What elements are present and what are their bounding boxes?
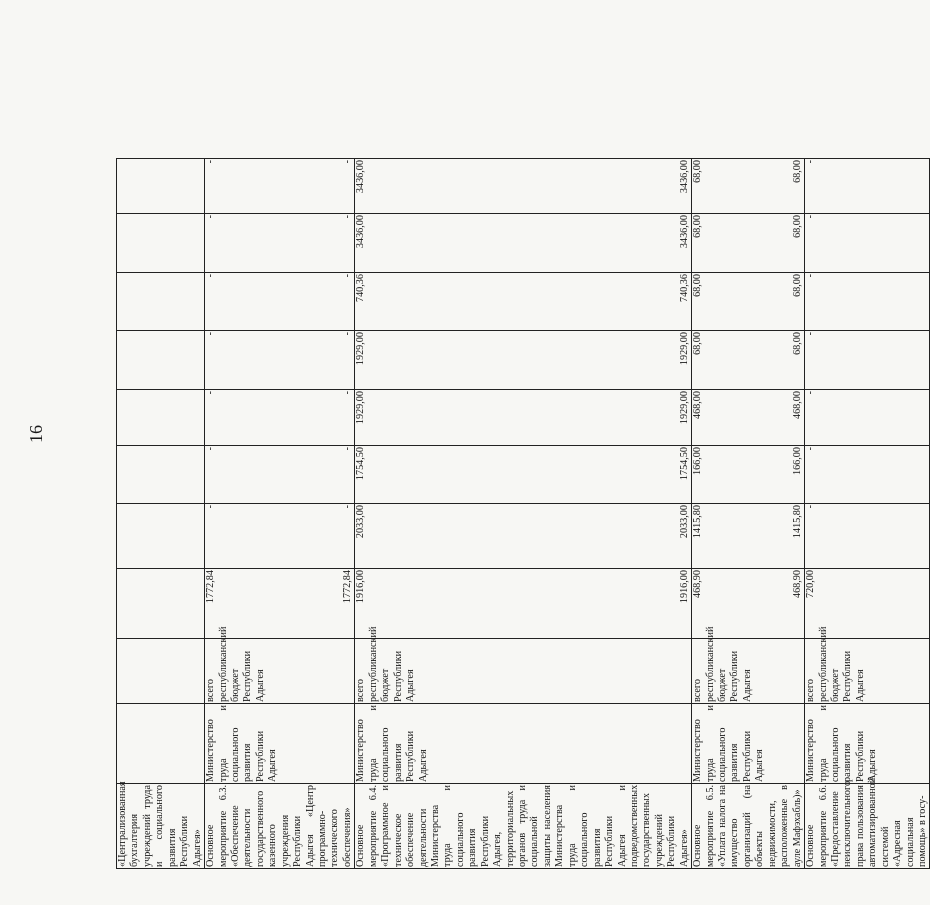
year-value-budget: 1929,00 [678,391,690,425]
year-value-cell [117,214,205,273]
year-value-total: 1916,00 [355,570,367,604]
funding-source-total: всего [692,679,704,702]
budget-table-body [117,59,930,869]
responsible-executor-cell: Министерство труда и социального развития Республики Адыгея [692,704,805,784]
year-value-budget: 468,90 [791,570,803,599]
funding-source-detail: республиканский бюджет Республики Адыгея [817,626,866,702]
year-value-budget: 1929,00 [678,332,690,366]
year-value-cell [117,273,205,331]
funding-source-cell [205,626,355,704]
year-value-cell [805,273,930,331]
year-value-total: - [805,215,817,219]
year-value-cell [205,390,355,446]
year-value-total: - [805,447,817,451]
funding-source-cell [805,626,930,704]
year-value-total: 68,00 [692,215,704,238]
year-value-budget: 2033,00 [678,505,690,539]
funding-source-total: всего [805,679,817,702]
year-value-total: - [205,447,217,451]
year-value-budget: - [341,391,353,395]
year-value-cell [117,504,205,569]
activity-title-cell: Основное мероприятие 6.6. «Предоставление неисключительного права пользования автоматизированной системой «Адресная социальная помощь» в госу- [805,777,928,867]
year-value-cell [692,273,805,331]
year-value-budget: - [341,215,353,219]
year-value-cell [355,214,692,273]
year-value-total: 1929,00 [355,391,367,425]
year-value-cell [355,446,692,504]
activity-title-cell: Основное мероприятие 6.3. «Обеспечение деятельности государственного казенного учреждения Республики Адыгея «Центр программно-технического обеспечения» [205,785,353,867]
year-value-budget: 68,00 [791,274,803,297]
year-value-budget: 3436,00 [678,160,690,194]
year-value-cell [205,214,355,273]
year-value-budget: 68,00 [791,215,803,238]
table-row [117,59,205,869]
responsible-executor-cell: Министерство труда и социального развития Республики Адыгея [805,704,930,784]
responsible-executor-cell: Министерство труда и социального развития Республики Адыгея [355,704,692,784]
year-value-cell [805,331,930,390]
year-value-cell [355,390,692,446]
responsible-executor-cell: Министерство труда и социального развития Республики Адыгея [205,704,355,784]
year-value-cell [692,446,805,504]
responsible-executor-cell [117,704,205,784]
year-value-total: - [805,391,817,395]
year-value-cell [117,446,205,504]
year-value-total: 720,00 [805,570,817,599]
year-value-total: 68,00 [692,160,704,183]
year-value-cell [355,504,692,569]
year-value-cell [692,331,805,390]
year-value-total: - [805,505,817,509]
year-value-cell [692,390,805,446]
year-value-cell [805,159,930,214]
year-value-budget: 740,36 [678,274,690,303]
year-value-total: 68,00 [692,332,704,355]
year-value-cell [205,159,355,214]
year-value-total: 740,36 [355,274,367,303]
activity-title-cell: Основное мероприятие 6.5. «Уплата налога на имущество организаций (на объекты недвижимости, расположенные в ауле Мафэхабль)» [692,785,803,867]
funding-source-detail: республиканский бюджет Республики Адыгея [704,626,753,702]
year-value-budget: 1772,84 [341,570,353,604]
year-value-budget: 1754,50 [678,447,690,481]
year-value-total: - [205,332,217,336]
year-value-budget: - [341,274,353,278]
funding-source-total: всего [205,679,217,702]
year-value-cell [205,331,355,390]
year-value-budget: 1916,00 [678,570,690,604]
year-value-total: 468,00 [692,391,704,420]
year-value-budget: 68,00 [791,332,803,355]
year-value-cell [205,273,355,331]
funding-source-cell [355,626,692,704]
year-value-total: - [805,332,817,336]
year-value-budget: 3436,00 [678,215,690,249]
funding-source-detail: республиканский бюджет Республики Адыгея [217,626,266,702]
year-value-total: - [205,274,217,278]
year-value-cell [805,214,930,273]
funding-source-total: всего [355,679,367,702]
year-value-budget: - [341,332,353,336]
year-value-total: - [205,391,217,395]
funding-source-detail: республиканский бюджет Республики Адыгея [367,626,417,702]
year-value-budget: - [341,447,353,451]
year-value-cell [205,504,355,569]
year-value-total: 1929,00 [355,332,367,366]
year-value-total: - [205,215,217,219]
table-row [355,59,692,869]
year-value-total: 2033,00 [355,505,367,539]
activity-title-cell: «Централизованная бухгалтерия учреждений труда и социального развития Республики Адыгея» [117,781,203,867]
year-value-cell [117,390,205,446]
year-value-cell [805,504,930,569]
year-value-budget: 1415,80 [791,505,803,539]
year-value-cell [692,159,805,214]
year-value-total: 468,90 [692,570,704,599]
funding-source-cell [117,639,205,704]
year-value-cell [117,331,205,390]
year-value-cell [355,159,692,214]
budget-table-sheet [116,59,928,869]
activity-title-cell: Основное мероприятие 6.4. «Программное и техническое обеспечение деятельности Министерства труда и социального развития Республики Адыгея, территориальных органов труда и социальной защиты населения Министерства труда и социального развития Республики Адыгея и подведомственных государственных учреждений Республики Адыгея» [355,784,690,867]
year-value-total: - [805,274,817,278]
page-number: 16 [26,425,46,443]
budget-table [116,58,930,869]
funding-source-cell [692,626,805,704]
year-value-total: - [805,160,817,164]
year-value-cell [117,569,205,639]
year-value-total: 1754,50 [355,447,367,481]
year-value-total: 3436,00 [355,215,367,249]
year-value-budget: 166,00 [791,447,803,476]
year-value-total: 3436,00 [355,160,367,194]
year-value-total: 68,00 [692,274,704,297]
year-value-total: 1415,80 [692,505,704,539]
year-value-total: - [205,505,217,509]
year-value-cell [355,331,692,390]
year-value-budget: - [341,160,353,164]
year-value-budget: - [341,505,353,509]
year-value-cell [692,214,805,273]
year-value-cell [805,390,930,446]
year-value-cell [117,159,205,214]
table-row [205,59,355,869]
year-value-total: 1772,84 [205,570,217,604]
table-row [805,59,930,869]
year-value-cell [355,569,692,639]
year-value-total: 166,00 [692,447,704,476]
table-row [692,59,805,869]
year-value-cell [692,504,805,569]
year-value-total: - [205,160,217,164]
year-value-cell [205,446,355,504]
year-value-cell [805,446,930,504]
year-value-budget: 468,00 [791,391,803,420]
year-value-cell [355,273,692,331]
year-value-budget: 68,00 [791,160,803,183]
